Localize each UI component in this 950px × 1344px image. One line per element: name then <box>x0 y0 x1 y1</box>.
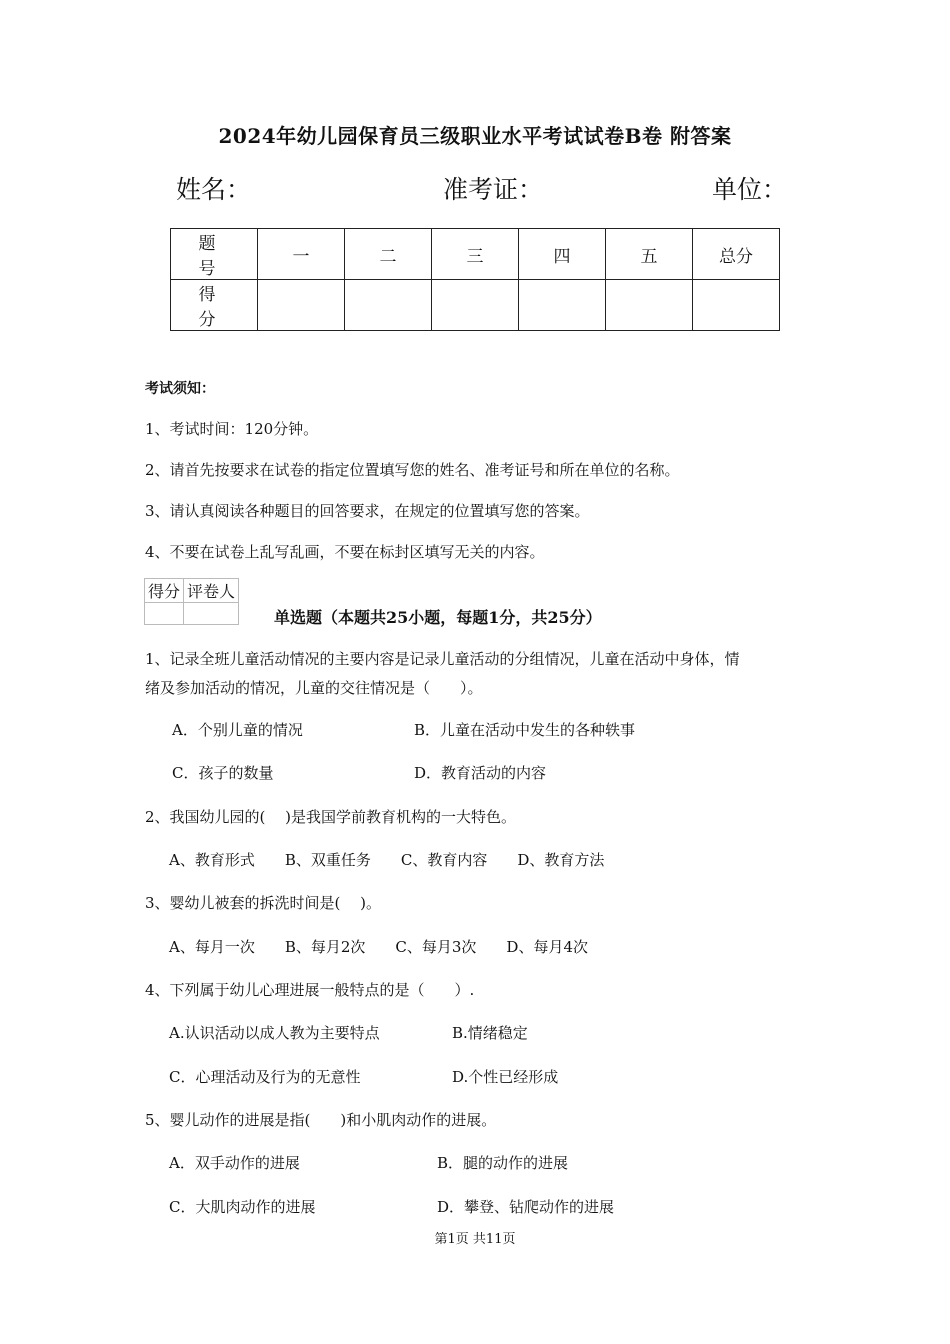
q2-stem: 2、我国幼儿园的( )是我国学前教育机构的一大特色。 <box>145 808 517 826</box>
score-cell-3[interactable] <box>432 280 519 331</box>
grader-score-label: 得分 <box>145 579 184 603</box>
q1-option-c: C．孩子的数量 <box>172 764 274 782</box>
q1-stem-line1: 1、记录全班儿童活动情况的主要内容是记录儿童活动的分组情况，儿童在活动中身体，情 <box>145 650 740 668</box>
score-row-label: 得 分 <box>171 280 258 331</box>
score-cell-1[interactable] <box>258 280 345 331</box>
grader-box <box>144 578 239 625</box>
q4-option-d: D.个性已经形成 <box>452 1068 559 1086</box>
notice-item-3: 3、请认真阅读各种题目的回答要求，在规定的位置填写您的答案。 <box>145 502 590 520</box>
score-cell-4[interactable] <box>519 280 606 331</box>
score-cell-total[interactable] <box>693 280 780 331</box>
section-title: 单选题（本题共25小题，每题1分，共25分） <box>274 608 602 627</box>
q1-option-d: D．教育活动的内容 <box>414 764 547 782</box>
notice-item-1: 1、考试时间：120分钟。 <box>145 420 319 438</box>
q1-stem-line2: 绪及参加活动的情况，儿童的交往情况是（ ）。 <box>145 679 483 697</box>
notice-item-4: 4、不要在试卷上乱写乱画，不要在标封区填写无关的内容。 <box>145 543 545 561</box>
score-header-3: 三 <box>432 229 519 280</box>
name-field-label: 姓名： <box>176 175 252 204</box>
score-table-header-row <box>171 229 780 280</box>
score-table <box>170 228 780 331</box>
q4-option-b: B.情绪稳定 <box>452 1024 528 1042</box>
score-header-4: 四 <box>519 229 606 280</box>
score-header-total: 总分 <box>693 229 780 280</box>
score-cell-2[interactable] <box>345 280 432 331</box>
page-title: 2024年幼儿园保育员三级职业水平考试试卷B卷 附答案 <box>218 124 732 148</box>
q2-options: A、教育形式 B、双重任务 C、教育内容 D、教育方法 <box>169 851 605 869</box>
q5-option-b: B．腿的动作的进展 <box>437 1154 569 1172</box>
notice-heading: 考试须知： <box>145 381 215 397</box>
q4-option-c: C．心理活动及行为的无意性 <box>169 1068 361 1086</box>
q1-option-a: A．个别儿童的情况 <box>172 721 303 739</box>
score-header-1: 一 <box>258 229 345 280</box>
q5-option-a: A．双手动作的进展 <box>169 1154 300 1172</box>
q5-stem: 5、婴儿动作的进展是指( )和小肌肉动作的进展。 <box>145 1111 497 1129</box>
q4-option-a: A.认识活动以成人教为主要特点 <box>169 1024 380 1042</box>
score-table-score-row <box>171 280 780 331</box>
unit-field-label: 单位： <box>712 175 788 204</box>
q1-option-b: B．儿童在活动中发生的各种轶事 <box>414 721 636 739</box>
notice-item-2: 2、请首先按要求在试卷的指定位置填写您的姓名、准考证号和所在单位的名称。 <box>145 461 680 479</box>
q4-stem: 4、下列属于幼儿心理进展一般特点的是（ ）. <box>145 981 475 999</box>
grader-reviewer-cell[interactable] <box>184 603 239 625</box>
score-cell-5[interactable] <box>606 280 693 331</box>
grader-score-cell[interactable] <box>145 603 184 625</box>
q3-options: A、每月一次 B、每月2次 C、每月3次 D、每月4次 <box>169 938 588 956</box>
score-header-2: 二 <box>345 229 432 280</box>
score-header-label: 题 号 <box>171 229 258 280</box>
page-footer: 第1页 共11页 <box>434 1232 516 1247</box>
grader-reviewer-label: 评卷人 <box>184 579 239 603</box>
q5-option-c: C．大肌肉动作的进展 <box>169 1198 316 1216</box>
score-header-5: 五 <box>606 229 693 280</box>
q3-stem: 3、婴幼儿被套的拆洗时间是( )。 <box>145 894 382 912</box>
q5-option-d: D．攀登、钻爬动作的进展 <box>437 1198 615 1216</box>
ticket-field-label: 准考证： <box>443 175 544 204</box>
